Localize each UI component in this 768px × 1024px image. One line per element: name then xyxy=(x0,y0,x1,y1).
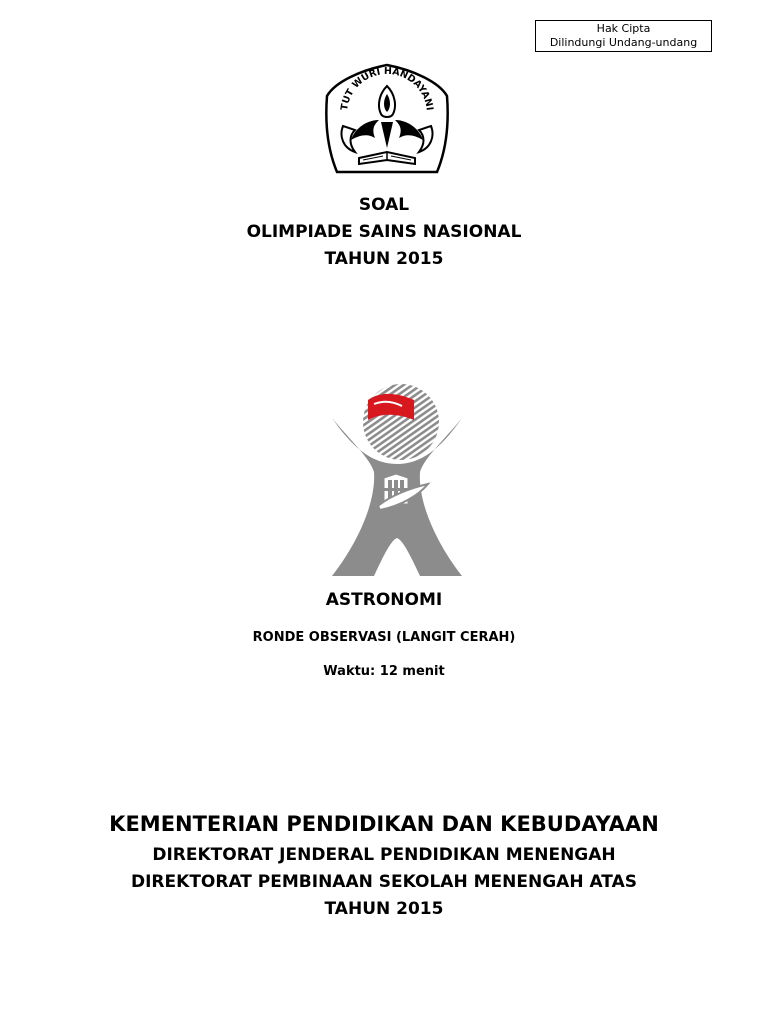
emblem-motto: TUT WURI HANDAYANI xyxy=(339,65,435,112)
title-line-2: OLIMPIADE SAINS NASIONAL xyxy=(246,222,522,242)
ministry-name: KEMENTERIAN PENDIDIKAN DAN KEBUDAYAAN xyxy=(109,812,659,836)
copyright-line-1: Hak Cipta xyxy=(596,22,651,35)
time-limit: Waktu: 12 menit xyxy=(323,664,445,679)
subject-title: ASTRONOMI xyxy=(325,590,443,610)
document-title xyxy=(0,192,768,273)
tut-wuri-handayani-emblem xyxy=(321,62,453,178)
round-title: RONDE OBSERVASI (LANGIT CERAH) xyxy=(252,630,516,645)
directorate-block xyxy=(0,842,768,923)
directorate-sma: DIREKTORAT PEMBINAAN SEKOLAH MENENGAH ATAS xyxy=(131,872,637,892)
directorate-general: DIREKTORAT JENDERAL PENDIDIKAN MENENGAH xyxy=(152,845,616,865)
title-line-1: SOAL xyxy=(358,195,410,215)
olimpiade-sains-nasional-logo xyxy=(330,380,464,576)
copyright-notice xyxy=(535,20,712,52)
title-line-3: TAHUN 2015 xyxy=(324,249,444,269)
footer-year: TAHUN 2015 xyxy=(324,899,444,919)
copyright-line-2: Dilindungi Undang-undang xyxy=(549,36,698,49)
